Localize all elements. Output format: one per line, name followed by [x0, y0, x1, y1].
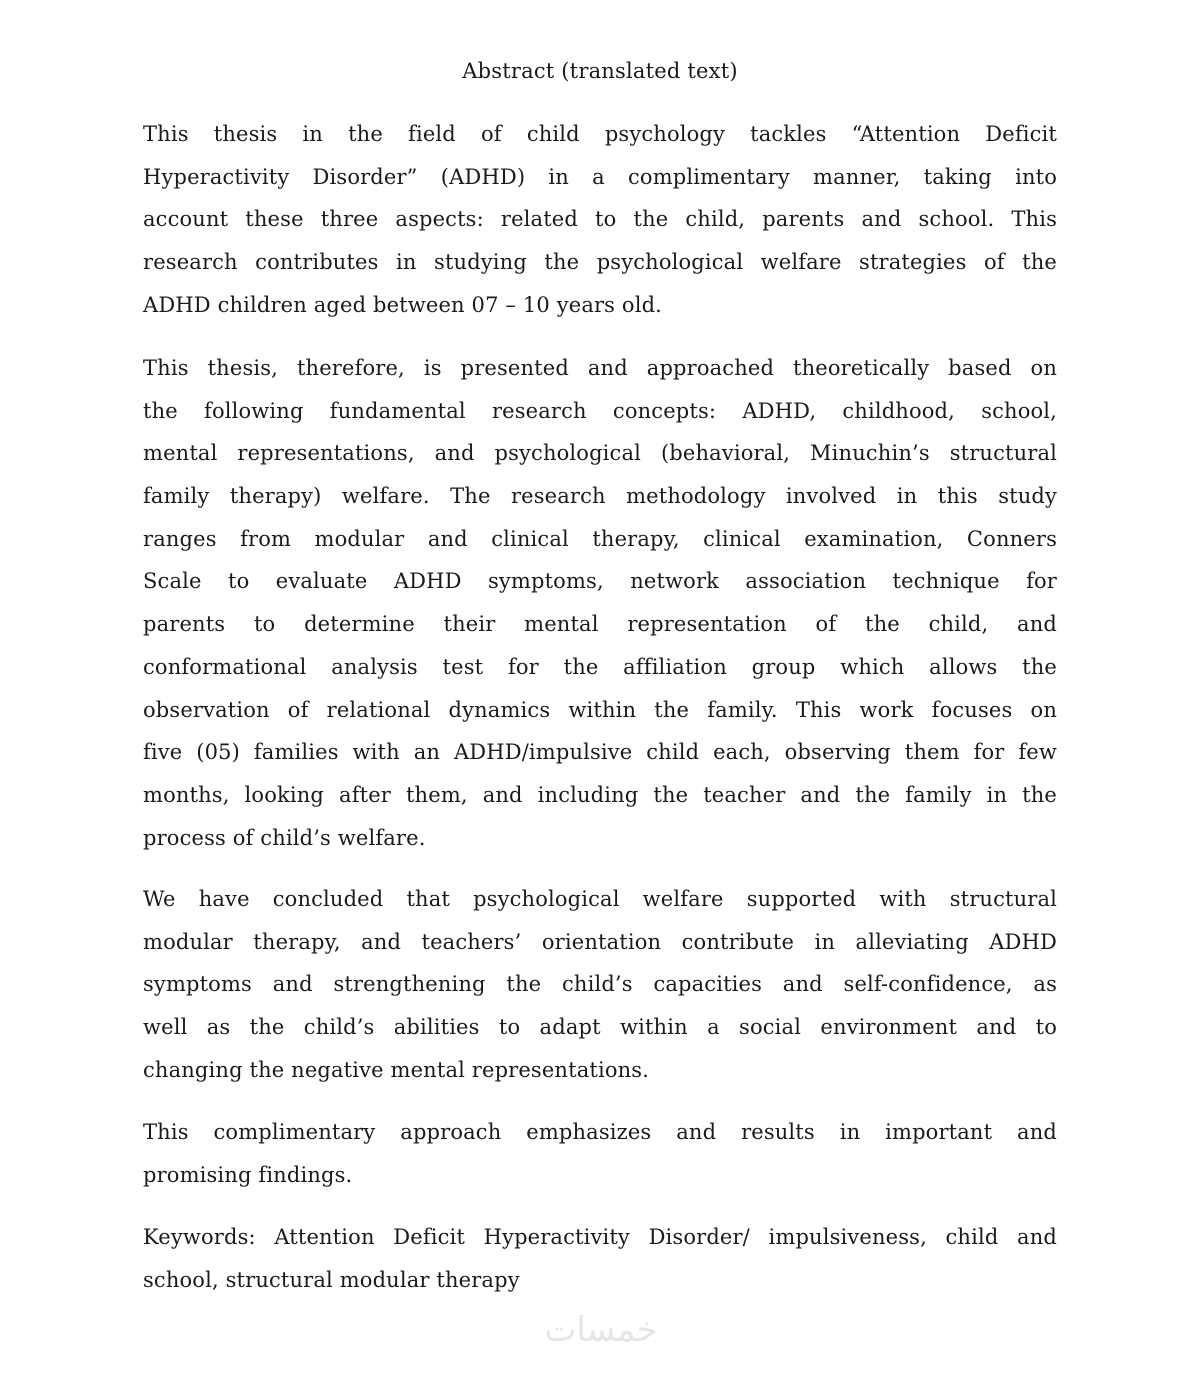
keywords — [143, 1216, 1057, 1301]
watermark-logo: خمسات — [544, 1310, 658, 1350]
text-line: modular therapy, and teachers’ orientation contribute in alleviating ADHD — [143, 929, 1057, 954]
text-line: five (05) families with an ADHD/impulsive child each, observing them for few — [143, 740, 1057, 765]
text-line: This complimentary approach emphasizes and results in important and — [143, 1120, 1057, 1144]
text-line: symptoms and strengthening the child’s capacities and self-confidence, as — [143, 972, 1057, 997]
text-line: ADHD children aged between 07 – 10 years old. — [143, 292, 663, 317]
text-line: promising findings. — [143, 1162, 353, 1187]
text-line: account these three aspects: related to the child, parents and school. This — [143, 207, 1057, 232]
text-line: Hyperactivity Disorder” (ADHD) in a complimentary manner, taking into — [143, 164, 1057, 189]
text-line: changing the negative mental representations. — [143, 1057, 650, 1082]
text-line: school, structural modular therapy — [143, 1267, 520, 1292]
text-line: the following fundamental research concepts: ADHD, childhood, school, — [143, 398, 1057, 423]
abstract-paragraph-1 — [143, 113, 1057, 326]
abstract-paragraph-4 — [143, 1111, 1057, 1196]
text-line: mental representations, and psychological (behavioral, Minuchin’s structural — [143, 441, 1057, 466]
abstract-paragraph-3 — [143, 878, 1057, 1091]
text-line: We have concluded that psychological welfare supported with structural — [143, 887, 1057, 911]
text-line: ranges from modular and clinical therapy, clinical examination, Conners — [143, 526, 1057, 551]
text-line: process of child’s welfare. — [143, 825, 426, 850]
text-line: research contributes in studying the psychological welfare strategies of the — [143, 250, 1057, 275]
text-line: family therapy) welfare. The research methodology involved in this study — [143, 484, 1057, 509]
text-line: Scale to evaluate ADHD symptoms, network association technique for — [143, 569, 1057, 594]
text-line: months, looking after them, and including the teacher and the family in the — [143, 782, 1057, 807]
text-line: observation of relational dynamics within the family. This work focuses on — [143, 697, 1057, 722]
abstract-paragraph-2 — [143, 347, 1057, 859]
abstract-title: Abstract (translated text) — [462, 59, 738, 83]
text-line: This thesis, therefore, is presented and approached theoretically based on — [143, 356, 1057, 380]
text-line: conformational analysis test for the affiliation group which allows the — [143, 654, 1057, 679]
text-line: parents to determine their mental representation of the child, and — [143, 612, 1057, 637]
text-line: This thesis in the field of child psychology tackles “Attention Deficit — [143, 122, 1057, 146]
text-line: Keywords: Attention Deficit Hyperactivity Disorder/ impulsiveness, child and — [143, 1225, 1057, 1249]
text-line: well as the child’s abilities to adapt within a social environment and to — [143, 1015, 1057, 1040]
